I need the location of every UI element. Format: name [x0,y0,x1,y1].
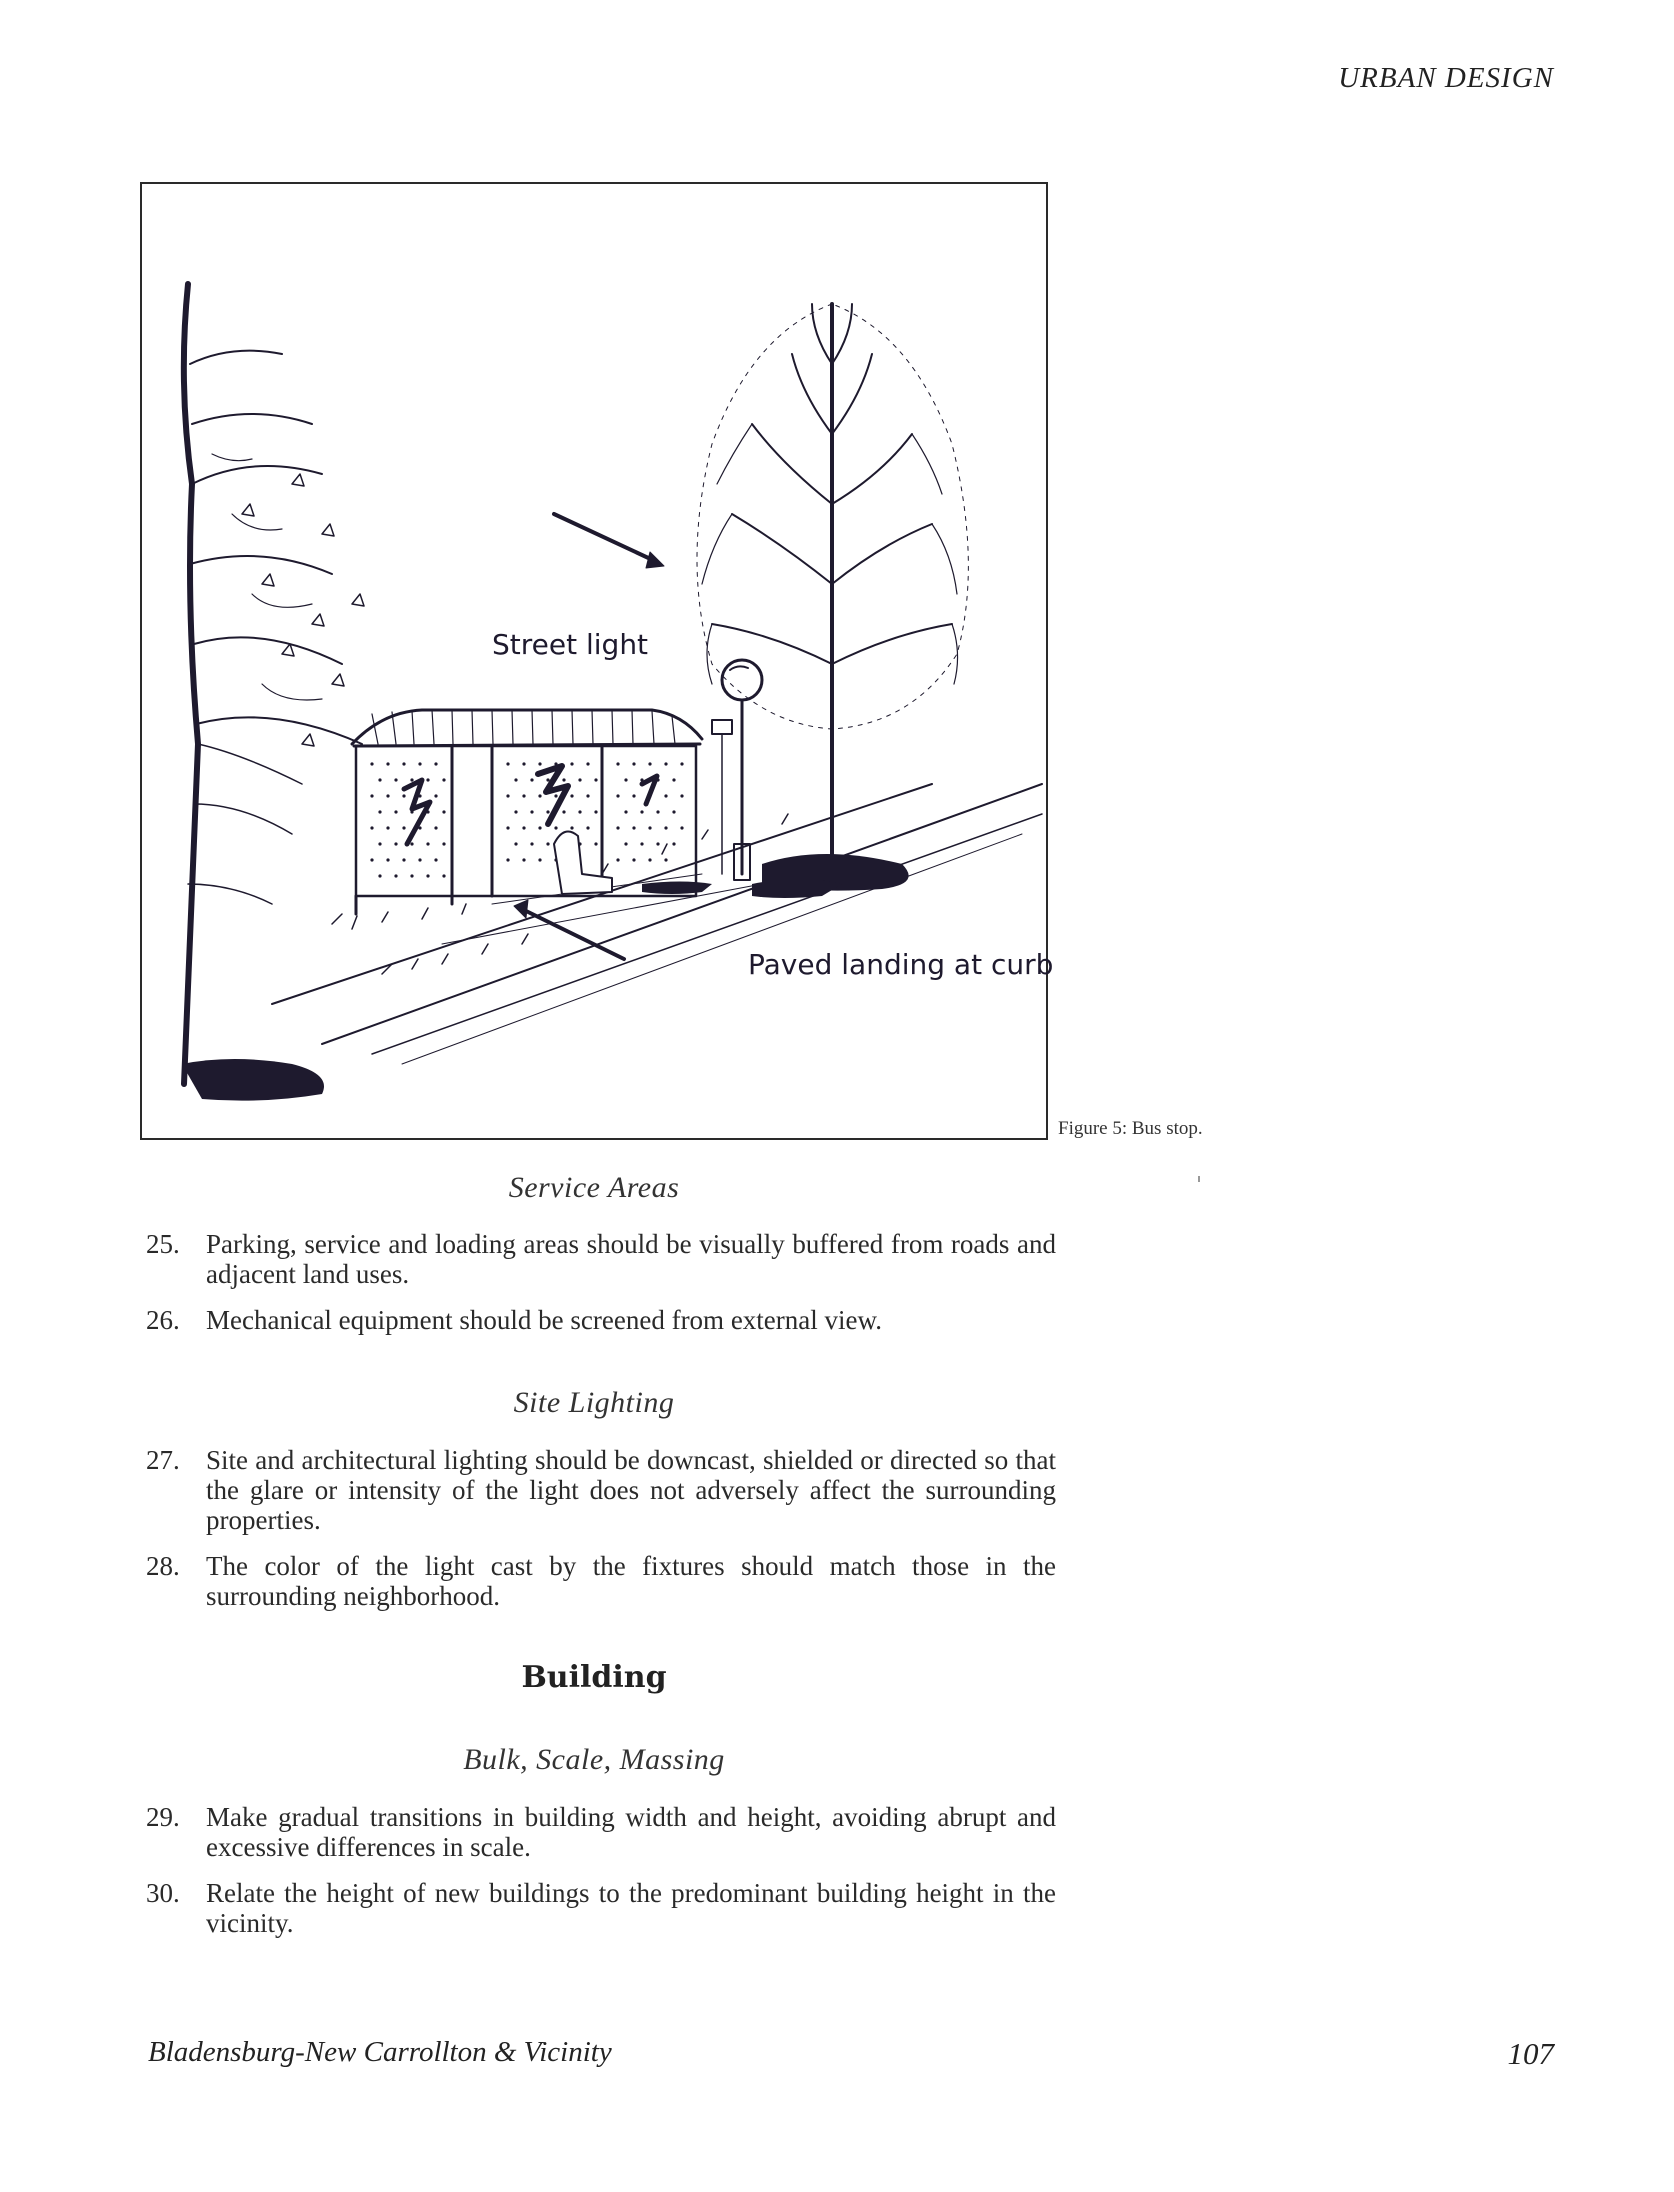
item-number: 28. [146,1551,180,1581]
footer-publication-title: Bladensburg-New Carrollton & Vicinity [148,2036,612,2068]
item-text: The color of the light cast by the fixtures should match those in the surrounding neighborhood. [206,1551,1056,1611]
item-text: Parking, service and loading areas should be visually buffered from roads and adjacent land uses. [206,1229,1056,1289]
item-number: 30. [146,1878,180,1908]
list-item [146,1305,1056,1335]
item-text: Relate the height of new buildings to the predominant building height in the vicinity. [206,1878,1056,1938]
scan-speck [1198,1176,1200,1182]
street-light-callout: Street light [492,628,649,661]
item-number: 29. [146,1802,180,1832]
list-item [146,1229,1056,1289]
section-title-service-areas: Service Areas [508,1171,680,1204]
item-text: Site and architectural lighting should be downcast, shielded or directed so that the glare or intensity of the light does not adversely affect the surrounding properties. [206,1445,1056,1535]
list-item [146,1551,1056,1611]
item-text: Make gradual transitions in building width and height, avoiding abrupt and excessive differences in scale. [206,1802,1056,1862]
list-item [146,1878,1056,1938]
bus-stop-illustration [142,184,1046,1138]
running-header: URBAN DESIGN [1338,62,1554,94]
item-text: Mechanical equipment should be screened from external view. [206,1305,882,1335]
figure-frame [140,182,1054,1140]
list-item [146,1445,1056,1535]
section-title-bulk-scale-massing: Bulk, Scale, Massing [463,1743,725,1776]
item-number: 26. [146,1305,180,1335]
item-number: 27. [146,1445,180,1475]
item-number: 25. [146,1229,180,1259]
section-title-site-lighting: Site Lighting [513,1386,675,1419]
list-item [146,1802,1056,1862]
heading-building: Building [521,1660,667,1695]
page-number: 107 [1507,2036,1554,2071]
figure-caption: Figure 5: Bus stop. [1058,1118,1203,1139]
paved-landing-callout: Paved landing at curb [748,948,1054,981]
